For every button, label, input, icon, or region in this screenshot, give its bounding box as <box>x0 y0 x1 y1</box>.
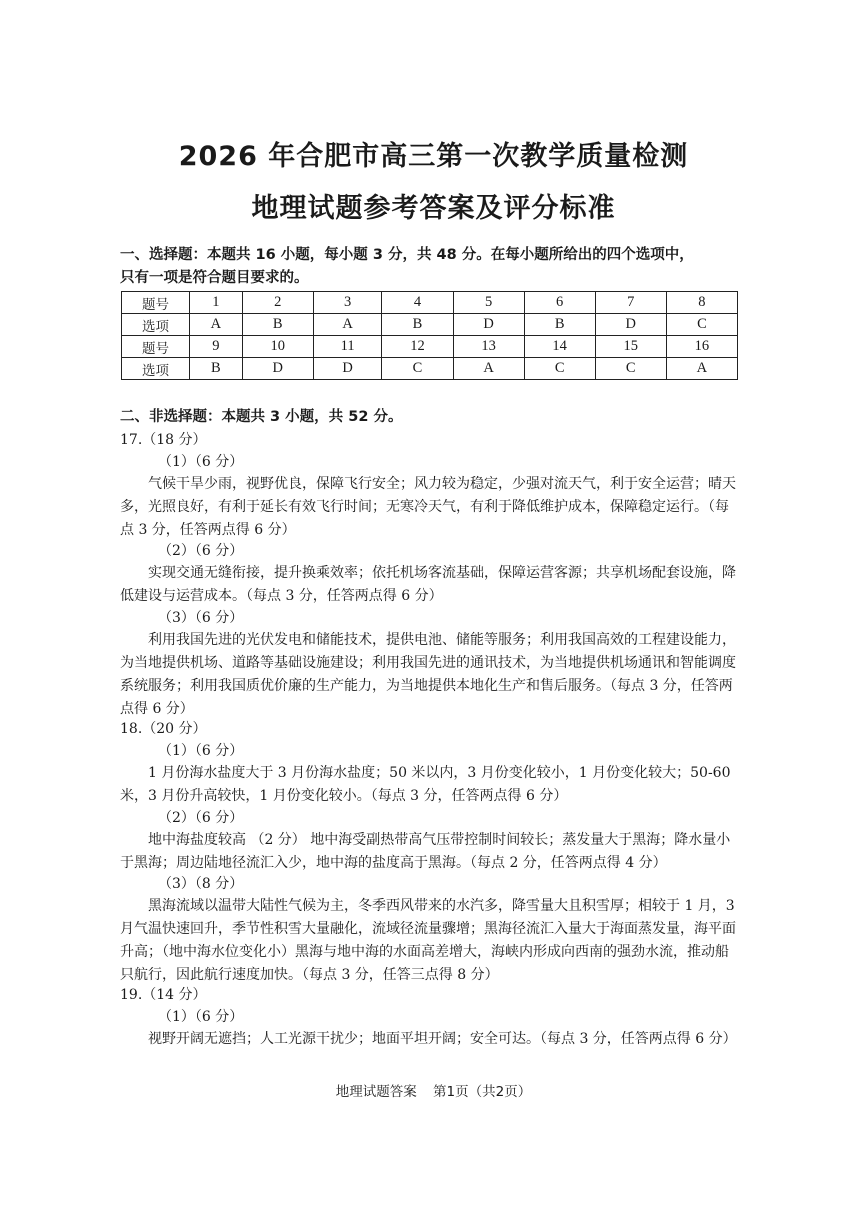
answer-table-cell: 12 <box>382 336 453 358</box>
q18-part3-text: 黑海流域以温带大陆性气候为主，冬季西风带来的水汽多，降雪量大且积雪厚；相较于 1 月，3 月气温快速回升，季节性积雪大量融化，流域径流量骤增；黑海径流汇入量大于海面蒸发量，海平面升高；（地中海水位变化小）黑海与地中海的水面高差增大，海峡内形成向西南的强劲水流，推动船只航行，因此航行速度加快。（每点 3 分，任答三点得 8 分） <box>120 898 736 983</box>
section2-heading: 二、非选择题：本题共 3 小题，共 52 分。 <box>120 409 403 425</box>
answer-table-cell: 15 <box>595 336 666 358</box>
q18-part3-answer <box>120 895 742 987</box>
q18-part1-heading: （1）（6 分） <box>158 743 244 759</box>
q17-part3-heading: （3）（6 分） <box>158 610 244 626</box>
answer-table-cell: 10 <box>242 336 313 358</box>
answer-table-cell: B <box>242 314 313 336</box>
q17-part1-text: 气候干旱少雨，视野优良，保障飞行安全；风力较为稳定，少强对流天气，利于安全运营；晴天多，光照良好，有利于延长有效飞行时间；无寒冷天气，有利于降低维护成本，保障稳定运行。（每点 3 分，任答两点得 6 分） <box>120 476 736 538</box>
q17-part2-heading: （2）（6 分） <box>158 543 244 559</box>
answer-table-cell: 1 <box>190 292 243 314</box>
answer-table-cell: C <box>382 358 453 380</box>
footer-page-number: 第1页（共2页） <box>433 1084 532 1100</box>
q18-part2-answer <box>120 829 742 875</box>
section1-line1: 一、选择题：本题共 16 小题，每小题 3 分，共 48 分。在每小题所给出的四个选项中， <box>120 247 694 263</box>
q19-part1-answer <box>120 1028 742 1051</box>
q18-part2-heading: （2）（6 分） <box>158 810 244 826</box>
q19-part1-heading: （1）（6 分） <box>158 1009 244 1025</box>
section1-line2: 只有一项是符合题目要求的。 <box>120 270 309 286</box>
answer-table-cell: A <box>453 358 524 380</box>
answer-table-cell: 9 <box>190 336 243 358</box>
answer-table-row <box>122 358 738 380</box>
answer-table-cell: A <box>190 314 243 336</box>
q18-part1-text: 1 月份海水盐度大于 3 月份海水盐度；50 米以内，3 月份变化较小，1 月份变化较大；50-60 米，3 月份升高较快，1 月份变化较小。（每点 3 分，任答两点得 6 分） <box>120 765 731 804</box>
answer-table-cell: 5 <box>453 292 524 314</box>
answer-table-cell: 11 <box>313 336 382 358</box>
answer-table-cell: B <box>524 314 595 336</box>
answer-table-cell: B <box>190 358 243 380</box>
q17-part3-text: 利用我国先进的光伏发电和储能技术，提供电池、储能等服务；利用我国高效的工程建设能力，为当地提供机场、道路等基础设施建设；利用我国先进的通讯技术，为当地提供机场通讯和智能调度系统服务；利用我国质优价廉的生产能力，为当地提供本地化生产和售后服务。（每点 3 分，任答两点得 6 分） <box>120 632 736 717</box>
answer-table-row <box>122 292 738 314</box>
answer-table-cell: 3 <box>313 292 382 314</box>
q19-heading: 19.（14 分） <box>120 987 207 1003</box>
answer-table-row <box>122 336 738 358</box>
answer-table-row-label: 题号 <box>122 292 190 314</box>
answer-table-cell: D <box>242 358 313 380</box>
page-footer <box>0 1080 867 1100</box>
q18-part3-heading: （3）（8 分） <box>158 876 244 892</box>
answer-table-cell: 16 <box>666 336 737 358</box>
answer-table-cell: A <box>666 358 737 380</box>
q17-part2-text: 实现交通无缝衔接，提升换乘效率；依托机场客流基础，保障运营客源；共享机场配套设施，降低建设与运营成本。（每点 3 分，任答两点得 6 分） <box>120 565 736 604</box>
q18-heading: 18.（20 分） <box>120 721 207 737</box>
answer-table-cell: C <box>524 358 595 380</box>
answer-table-cell: 8 <box>666 292 737 314</box>
q17-part3-answer <box>120 629 742 721</box>
q18-part1-answer <box>120 762 742 808</box>
answer-table-cell: B <box>382 314 453 336</box>
answer-table-cell: A <box>313 314 382 336</box>
answer-table-cell: D <box>313 358 382 380</box>
answer-table-cell: D <box>453 314 524 336</box>
answer-table-row-label: 题号 <box>122 336 190 358</box>
exam-title: 2026 年合肥市高三第一次教学质量检测 <box>178 141 689 172</box>
answer-table-cell: 13 <box>453 336 524 358</box>
section1-instructions <box>120 244 745 290</box>
answer-table-cell: 7 <box>595 292 666 314</box>
answer-table-row-label: 选项 <box>122 314 190 336</box>
answer-table-cell: 6 <box>524 292 595 314</box>
q17-part1-answer <box>120 473 742 542</box>
answer-key-title: 地理试题参考答案及评分标准 <box>251 193 616 224</box>
answer-table-cell: 2 <box>242 292 313 314</box>
answer-table-cell: C <box>666 314 737 336</box>
answer-table-cell: 14 <box>524 336 595 358</box>
q17-part1-heading: （1）（6 分） <box>158 454 244 470</box>
answer-table-cell: D <box>595 314 666 336</box>
multiple-choice-answer-table <box>121 291 738 380</box>
answer-table-row-label: 选项 <box>122 358 190 380</box>
answer-table-row <box>122 314 738 336</box>
q17-heading: 17.（18 分） <box>120 432 207 448</box>
q19-part1-text: 视野开阔无遮挡；人工光源干扰少；地面平坦开阔；安全可达。（每点 3 分，任答两点得 6 分） <box>148 1031 737 1047</box>
q17-part2-answer <box>120 562 742 608</box>
footer-subject: 地理试题答案 <box>335 1084 417 1100</box>
q18-part2-text: 地中海盐度较高 （2 分） 地中海受副热带高气压带控制时间较长；蒸发量大于黑海；降水量小于黑海；周边陆地径流汇入少，地中海的盐度高于黑海。（每点 2 分，任答两点得 4 分） <box>120 832 731 871</box>
answer-table-cell: C <box>595 358 666 380</box>
answer-table-cell: 4 <box>382 292 453 314</box>
